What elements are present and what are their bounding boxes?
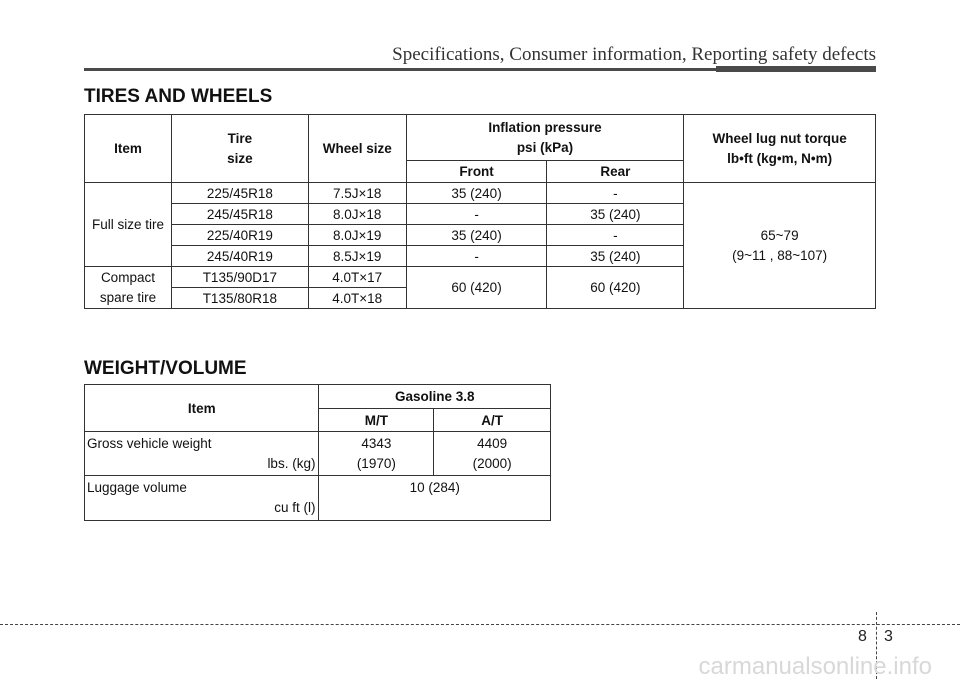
weight-col-engine: Gasoline 3.8 xyxy=(319,385,551,409)
weight-col-at: A/T xyxy=(434,409,551,432)
front-pressure-cell: - xyxy=(406,246,547,267)
rear-pressure-cell: - xyxy=(547,183,684,204)
table-row xyxy=(85,432,551,476)
wheel-size-cell: 8.0J×19 xyxy=(308,225,406,246)
table-row xyxy=(85,476,551,521)
header-rule-accent xyxy=(716,66,876,72)
rear-pressure-cell: 35 (240) xyxy=(547,246,684,267)
tires-header-row xyxy=(85,115,876,161)
rear-pressure-cell: - xyxy=(547,225,684,246)
front-pressure-cell: 60 (420) xyxy=(406,267,547,309)
tire-size-cell: T135/80R18 xyxy=(171,288,308,309)
tire-size-cell: 245/40R19 xyxy=(171,246,308,267)
page-number: 3 xyxy=(884,628,893,645)
weight-volume-table xyxy=(84,384,551,521)
weight-header-row xyxy=(85,385,551,409)
wheel-size-cell: 4.0T×17 xyxy=(308,267,406,288)
tire-size-cell: 225/45R18 xyxy=(171,183,308,204)
gross-weight-label: Gross vehicle weight lbs. (kg) xyxy=(85,432,319,476)
torque-cell: 65~79 (9~11 , 88~107) xyxy=(684,183,876,309)
col-rear: Rear xyxy=(547,161,684,183)
page-header-title: Specifications, Consumer information, Reporting safety defects xyxy=(392,44,876,65)
front-pressure-cell: - xyxy=(406,204,547,225)
front-pressure-cell: 35 (240) xyxy=(406,225,547,246)
tire-size-cell: 245/45R18 xyxy=(171,204,308,225)
gross-weight-mt: 4343 (1970) xyxy=(319,432,434,476)
wheel-size-cell: 4.0T×18 xyxy=(308,288,406,309)
col-front: Front xyxy=(406,161,547,183)
rear-pressure-cell: 60 (420) xyxy=(547,267,684,309)
wheel-size-cell: 7.5J×18 xyxy=(308,183,406,204)
col-item: Item xyxy=(85,115,172,183)
wheel-size-cell: 8.5J×19 xyxy=(308,246,406,267)
luggage-volume-value: 10 (284) xyxy=(319,476,551,521)
gross-weight-at: 4409 (2000) xyxy=(434,432,551,476)
luggage-volume-label: Luggage volume cu ft (l) xyxy=(85,476,319,521)
tires-wheels-table xyxy=(84,114,876,309)
compact-spare-tire-label: Compact spare tire xyxy=(85,267,172,309)
col-tire-size: Tire size xyxy=(171,115,308,183)
weight-col-item: Item xyxy=(85,385,319,432)
table-row xyxy=(85,183,876,204)
tire-size-cell: 225/40R19 xyxy=(171,225,308,246)
col-inflation: Inflation pressure psi (kPa) xyxy=(406,115,684,161)
full-size-tire-label: Full size tire xyxy=(85,183,172,267)
weight-section-title: WEIGHT/VOLUME xyxy=(84,358,247,379)
col-wheel-size: Wheel size xyxy=(308,115,406,183)
front-pressure-cell: 35 (240) xyxy=(406,183,547,204)
tires-section-title: TIRES AND WHEELS xyxy=(84,86,273,107)
weight-col-mt: M/T xyxy=(319,409,434,432)
rear-pressure-cell: 35 (240) xyxy=(547,204,684,225)
watermark: carmanualsonline.info xyxy=(698,653,932,680)
wheel-size-cell: 8.0J×18 xyxy=(308,204,406,225)
chapter-number: 8 xyxy=(858,628,867,645)
col-torque: Wheel lug nut torque lb•ft (kg•m, N•m) xyxy=(684,115,876,183)
tire-size-cell: T135/90D17 xyxy=(171,267,308,288)
footer-rule xyxy=(0,624,960,625)
